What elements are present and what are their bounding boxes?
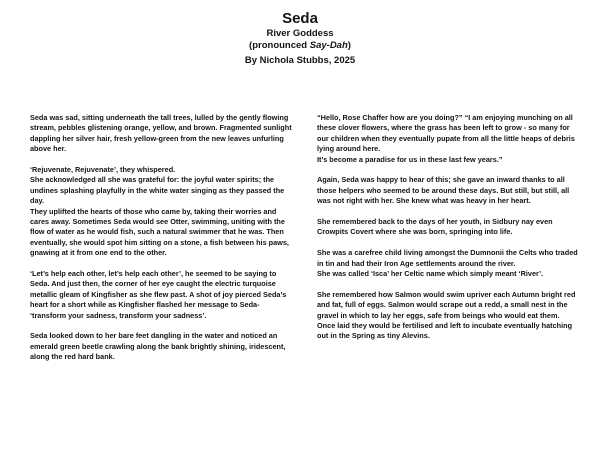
paragraph: She remembered how Salmon would swim upriver each Autumn bright red and fat, full of eggs. Salmon would scrape out a redd, a small nest in the gravel in which to lay her eggs, safe from beings who would eat them. Once laid they would be fertilised and left to incubate eventually hatching out in the Spring as tiny Alevins. xyxy=(317,289,576,341)
paragraph: She was a carefree child living amongst the Dumnonii the Celts who traded in tin and had their Iron Age settlements around the river. xyxy=(317,248,578,268)
paragraph: ‘Rejuvenate, Rejuvenate’, they whispered. xyxy=(30,165,176,175)
pronunciation-line xyxy=(0,40,600,52)
paragraph: Seda looked down to her bare feet dangling in the water and noticed an emerald green beetle crawling along the bank brightly shining, iridescent, along the red hard bank. xyxy=(30,331,286,362)
right-column xyxy=(317,113,579,352)
paragraph: Seda was sad, sitting underneath the tall trees, lulled by the gently flowing stream, pebbles glistening orange, yellow, and brown. Fragmented sunlight dappling her silver hair, fresh yellow-green from the new leaves unfurling above her. xyxy=(30,113,292,154)
paragraph: She was called ‘Isca’ her Celtic name which simply meant ‘River’. xyxy=(317,269,544,279)
paragraph: She remembered back to the days of her youth, in Sidbury nay even Crowpits Covert where she was born, springing into life. xyxy=(317,217,553,237)
author-byline: By Nichola Stubbs, 2025 xyxy=(244,55,356,66)
paragraph: ‘Let’s help each other, let’s help each other’, he seemed to be saying to Seda. And just then, the corner of her eye caught the electric turquoise metallic gleam of Kingfisher as she flew past. A shot of joy pierced Seda’s heart for a short while as Kingfisher flashed her message to Seda- ‘transform your sadness, transform your sadness’. xyxy=(30,269,287,320)
paragraph: Again, Seda was happy to hear of this; she gave an inward thanks to all those helpers who seemed to be around these days. But still, but still, all was not right with her. She knew what was heavy in her heart. xyxy=(317,175,570,206)
paragraph: It’s become a paradise for us in these last few years.” xyxy=(317,154,503,164)
document-header xyxy=(0,10,600,77)
left-column xyxy=(30,113,293,373)
paragraph: She acknowledged all she was grateful for: the joyful water spirits; the undines splashing playfully in the white water singing as they passed the day. xyxy=(30,175,285,206)
pronunciation-word: Say-Dah xyxy=(309,40,348,51)
document-subtitle: River Goddess xyxy=(266,28,334,39)
pronunciation-suffix: ) xyxy=(347,40,351,51)
paragraph: They uplifted the hearts of those who came by, taking their worries and cares away. Sometimes Seda would see Otter, swimming, uniting with the flow of water as he would fish, such a natural swimmer that he was. Then eventually, she would spot him sitting on a stone, a fish between his paws, gnawing at it from one end to the other. xyxy=(30,206,289,258)
document-title: Seda xyxy=(282,10,318,27)
paragraph: “Hello, Rose Chaffer how are you doing?” “I am enjoying munching on all these clover flowers, where the grass has been left to grow - so many for our children when they eventually pupate from all the little heaps of debris lying around here. xyxy=(317,113,575,154)
pronunciation-prefix: (pronounced xyxy=(249,40,310,51)
